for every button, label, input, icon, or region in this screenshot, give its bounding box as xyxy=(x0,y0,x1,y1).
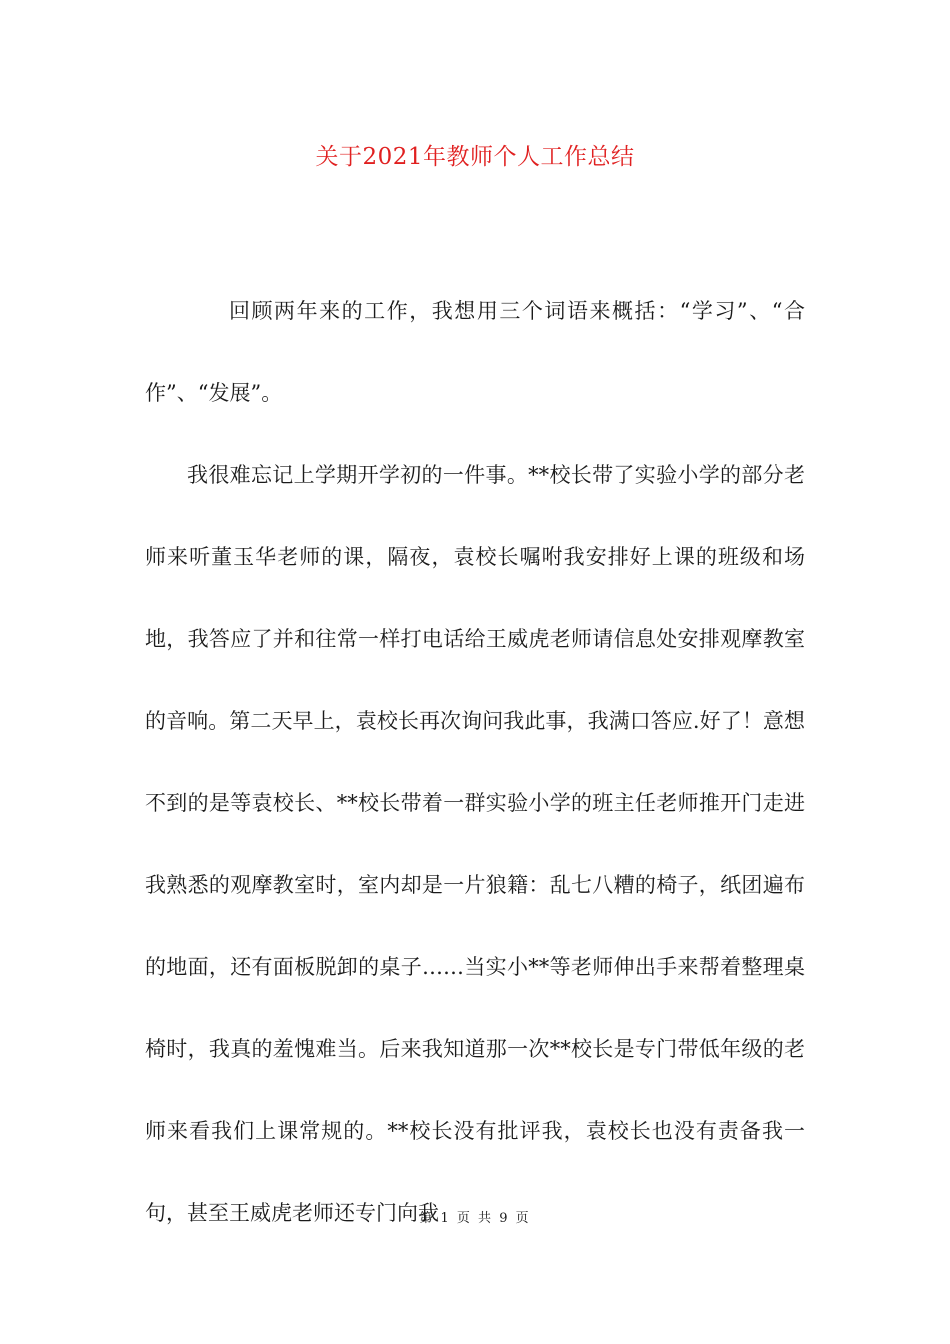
paragraph-2: 我很难忘记上学期开学初的一件事。**校长带了实验小学的部分老师来听董玉华老师的课，隔夜，袁校长嘱咐我安排好上课的班级和场地，我答应了并和往常一样打电话给王威虎老师请信息处安排观摩教室的音响。第二天早上，袁校长再次询问我此事，我满口答应.好了！意想不到的是等袁校长、**校长带着一群实验小学的班主任老师推开门走进我熟悉的观摩教室时，室内却是一片狼籍：乱七八糟的椅子，纸团遍布的地面，还有面板脱卸的桌子……当实小**等老师伸出手来帮着整理桌椅时，我真的羞愧难当。后来我知道那一次**校长是专门带低年级的老师来看我们上课常规的。**校长没有批评我，袁校长也没有责备我一句，甚至王威虎老师还专门向我 xyxy=(145,463,805,1225)
document-body xyxy=(145,270,805,1254)
page-footer: 第 1 页 共 9 页 xyxy=(419,1211,531,1226)
document-title: 关于2021年教师个人工作总结 xyxy=(315,144,635,170)
paragraph-1: 回顾两年来的工作，我想用三个词语来概括：“学习”、“合作”、“发展”。 xyxy=(145,299,805,405)
